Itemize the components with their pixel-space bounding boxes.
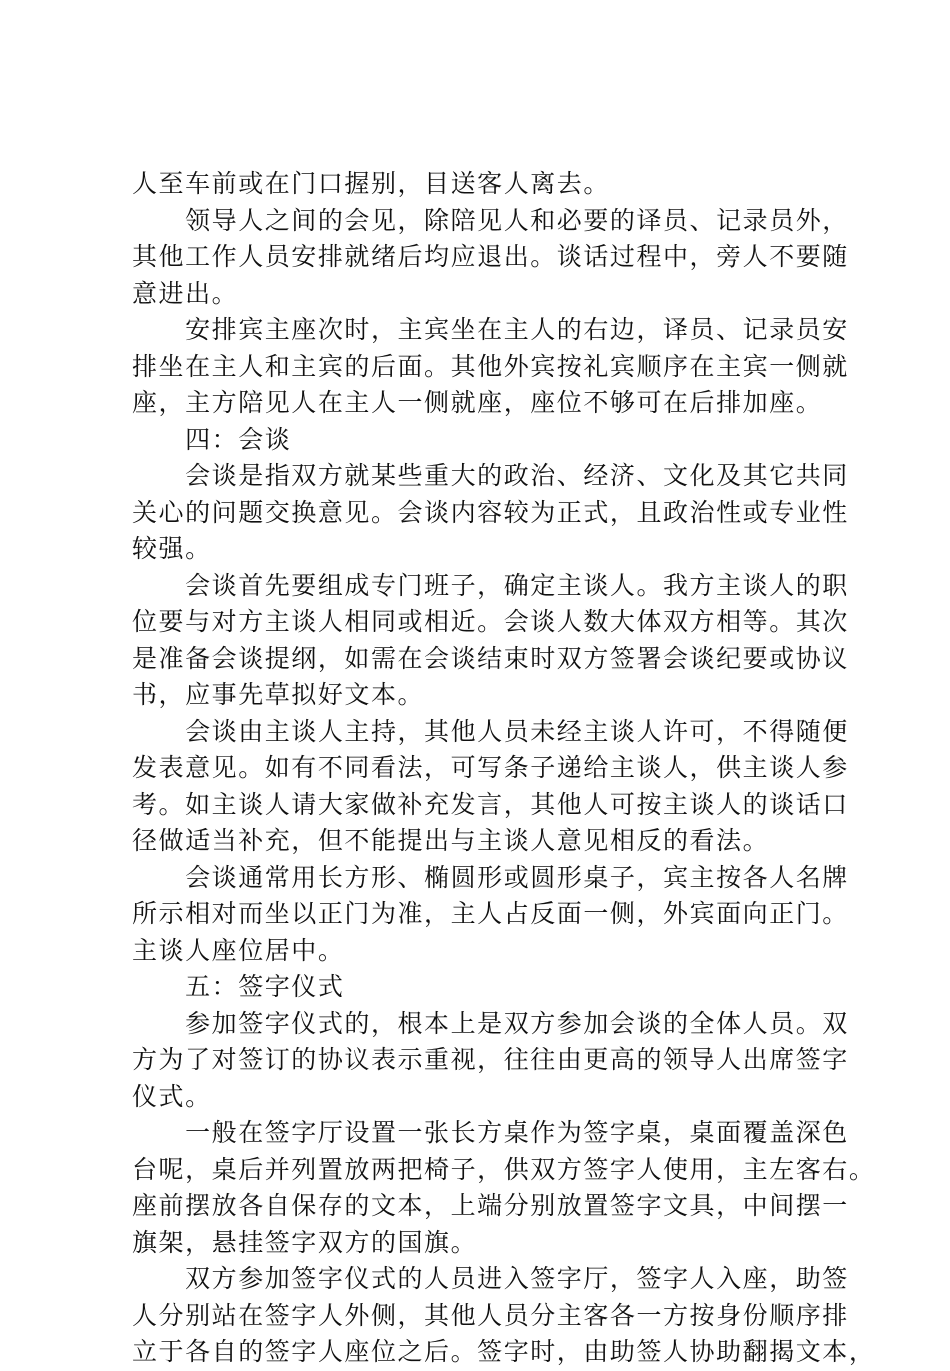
text-line: 会谈首先要组成专门班子，确定主谈人。我方主谈人的职 [132,570,849,600]
text-line: 方为了对签订的协议表示重视，往往由更高的领导人出席签字 [132,1045,849,1074]
text-line: 较强。 [132,534,212,563]
text-line: 座前摆放各自保存的文本，上端分别放置签字文具，中间摆一 [132,1191,849,1220]
text-line: 会谈通常用长方形、椭圆形或圆形桌子，宾主按各人名牌 [132,862,849,892]
text-line: 人分别站在签字人外侧，其他人员分主客各一方按身份顺序排 [132,1300,849,1330]
text-line: 排坐在主人和主宾的后面。其他外宾按礼宾顺序在主宾一侧就 [132,351,849,381]
text-line: 座，主方陪见人在主人一侧就座，座位不够可在后排加座。 [132,388,823,417]
text-line: 发表意见。如有不同看法，可写条子递给主谈人，供主谈人参 [132,753,849,782]
section-heading-signing: 五：签字仪式 [132,972,345,1001]
body-text [132,166,876,1371]
text-line: 会谈由主谈人主持，其他人员未经主谈人许可，不得随便 [132,716,849,746]
text-line: 主谈人座位居中。 [132,935,345,965]
text-line: 参加签字仪式的，根本上是双方参加会谈的全体人员。双 [132,1008,849,1038]
text-line: 双方参加签字仪式的人员进入签字厅，签字人入座，助签 [132,1264,849,1293]
text-line: 人至车前或在门口握别，目送客人离去。 [132,169,610,198]
text-line: 所示相对而坐以正门为准，主人占反面一侧，外宾面向正门。 [132,899,849,928]
text-line: 一般在签字厅设置一张长方桌作为签字桌，桌面覆盖深色 [132,1118,849,1147]
text-line: 其他工作人员安排就绪后均应退出。谈话过程中，旁人不要随 [132,242,849,271]
text-line: 旗架，悬挂签字双方的国旗。 [132,1227,478,1257]
text-line: 考。如主谈人请大家做补充发言，其他人可按主谈人的谈话口 [132,789,849,819]
text-line: 会谈是指双方就某些重大的政治、经济、文化及其它共同 [132,461,849,490]
section-heading-talks: 四：会谈 [132,424,292,454]
text-line: 台呢，桌后并列置放两把椅子，供双方签字人使用，主左客右。 [132,1154,876,1184]
text-line: 位要与对方主谈人相同或相近。会谈人数大体双方相等。其次 [132,607,849,636]
text-line: 关心的问题交换意见。会谈内容较为正式，且政治性或专业性 [132,497,849,527]
text-line: 安排宾主座次时，主宾坐在主人的右边，译员、记录员安 [132,315,849,344]
text-line: 径做适当补充，但不能提出与主谈人意见相反的看法。 [132,826,770,855]
text-line: 意进出。 [132,278,239,308]
text-line: 仪式。 [132,1081,212,1111]
text-line: 立于各自的签字人座位之后。签字时，由助签人协助翻揭文本， [132,1337,876,1366]
text-line: 是准备会谈提纲，如需在会谈结束时双方签署会谈纪要或协议 [132,643,849,673]
text-line: 领导人之间的会见，除陪见人和必要的译员、记录员外， [132,205,849,235]
text-line: 书，应事先草拟好文本。 [132,680,425,709]
